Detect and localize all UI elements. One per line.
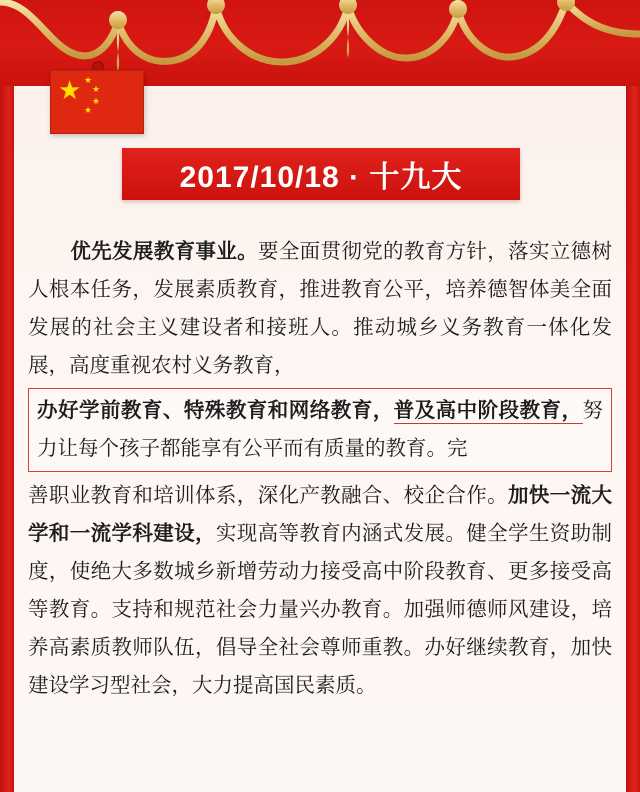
highlight-underlined-text: 普及高中阶段教育， — [393, 398, 583, 422]
flag-big-star-icon: ★ — [58, 76, 82, 106]
right-red-border — [626, 0, 640, 792]
article-body — [28, 232, 612, 704]
paragraph-2-bold-text: 加快一流大学和一流学科建设， — [28, 483, 613, 545]
paragraph-2 — [28, 476, 612, 704]
left-red-border — [0, 0, 14, 792]
paragraph-1 — [28, 232, 612, 384]
flag-small-star-icon-4: ★ — [84, 106, 93, 116]
highlighted-passage — [28, 388, 612, 472]
lead-phrase: 优先发展教育事业。 — [70, 239, 258, 263]
date-title-text: 2017/10/18 · 十九大 — [179, 161, 463, 194]
flag-small-star-icon-3: ★ — [92, 97, 101, 107]
paragraph-1-text: 要全面贯彻党的教育方针，落实立德树人根本任务，发展素质教育，推进教育公平，培养德智体美全面发展的社会主义建设者和接班人。推动城乡义务教育一体化发展，高度重视农村义务教育， — [28, 239, 613, 377]
flag-body — [50, 70, 144, 134]
highlight-rest-text: 努力让每个孩子都能享有公平而有质量的教育。完 — [37, 398, 603, 460]
highlight-bold-text: 办好学前教育、特殊教育和网络教育， — [37, 398, 394, 422]
flag-small-star-icon-1: ★ — [84, 76, 93, 86]
paragraph-2-text-a: 善职业教育和培训体系，深化产教融合、校企合作。 — [28, 483, 509, 507]
china-flag — [50, 70, 142, 134]
date-title-bar — [122, 148, 520, 200]
paragraph-2-text-b: 实现高等教育内涵式发展。健全学生资助制度，使绝大多数城乡新增劳动力接受高中阶段教育、更多接受高等教育。支持和规范社会力量兴办教育。加强师德师风建设，培养高素质教师队伍，倡导全社会尊师重教。办好继续教育，加快建设学习型社会，大力提高国民素质。 — [28, 521, 613, 697]
flag-small-star-icon-2: ★ — [92, 85, 101, 95]
